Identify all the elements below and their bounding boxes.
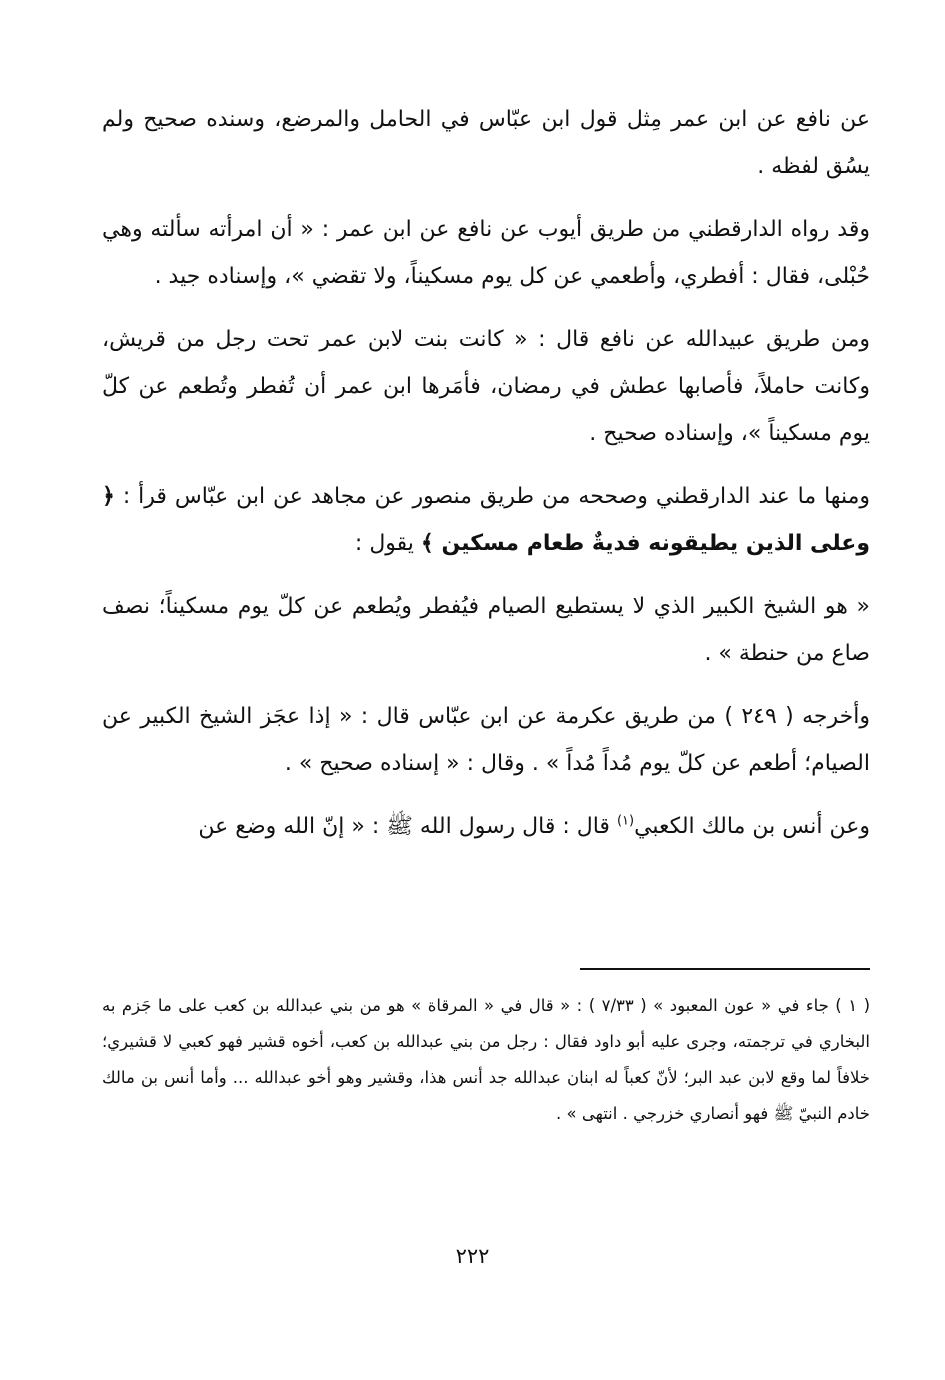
paragraph-3-text: ومن طريق عبيدالله عن نافع قال : « كانت بنت لابن عمر تحت رجل من قريش، وكانت حاملاً، فأصابها عطش في رمضان، فأمَرها ابن عمر أن تُفطر وتُطعم عن كلّ يوم مسكيناً »، وإسناده صحيح . (102, 327, 870, 446)
paragraph-6 (102, 693, 870, 787)
paragraph-3 (102, 316, 870, 457)
footnote (102, 988, 870, 1132)
paragraph-2-text: وقد رواه الدارقطني من طريق أيوب عن نافع عن ابن عمر : « أن امرأته سألته وهي حُبْلى، فقال : أفطري، وأطعمي عن كل يوم مسكيناً، ولا تقضي »، وإسناده جيد . (102, 217, 870, 289)
footnote-separator (580, 968, 870, 970)
paragraph-2 (102, 206, 870, 300)
paragraph-4 (102, 473, 870, 567)
page-number: ٢٢٢ (455, 1244, 490, 1268)
paragraph-7-intro: وعن أنس بن مالك الكعبي (634, 814, 870, 839)
paragraph-7-end: قال : قال رسول الله ﷺ : « إنّ الله وضع عن (198, 814, 617, 839)
main-text (102, 96, 870, 850)
quran-verse: ﴿ وعلى الذين يطيقونه فديةٌ طعام مسكين ﴾ (102, 484, 870, 556)
footnote-reference: (١) (616, 813, 635, 829)
paragraph-1 (102, 96, 870, 190)
paragraph-5 (102, 583, 870, 677)
paragraph-7 (102, 803, 870, 850)
footnote-text: ( ١ ) جاء في « عون المعبود » ( ٧/٣٣ ) : « قال في « المرقاة » هو من بني عبدالله بن كعب على ما جَزم به البخاري في ترجمته، وجرى عليه أبو داود فقال : رجل من بني عبدالله بن كعب، أخوه قشير فهو كعبي لا قشيري؛ خلافاً لما وقع لابن عبد البر؛ لأنّ كعباً له ابنان عبدالله جد أنس هذا، وقشير وهو أخو عبدالله ... وأما أنس بن مالك خادم النبيّ ﷺ فهو أنصاري خزرجي . انتهى » . (102, 996, 871, 1123)
paragraph-4-intro: ومنها ما عند الدارقطني وصححه من طريق منصور عن مجاهد عن ابن عبّاس قرأ : (114, 484, 870, 509)
paragraph-6-text: وأخرجه ( ٢٤٩ ) من طريق عكرمة عن ابن عبّاس قال : « إذا عجَز الشيخ الكبير عن الصيام؛ أطعم عن كلّ يوم مُداً مُداً » . وقال : « إسناده صحيح » . (102, 704, 870, 776)
paragraph-4-end: يقول : (354, 531, 421, 556)
paragraph-1-text: عن نافع عن ابن عمر مِثل قول ابن عبّاس في الحامل والمرضع، وسنده صحيح ولم يسُق لفظه . (102, 107, 870, 179)
paragraph-5-text: « هو الشيخ الكبير الذي لا يستطيع الصيام فيُفطر ويُطعم عن كلّ يوم مسكيناً؛ نصف صاع من حنطة » . (102, 594, 870, 666)
